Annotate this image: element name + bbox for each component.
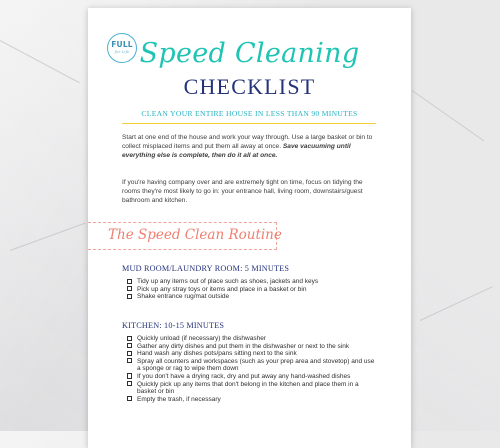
checklist-item-text: Gather any dirty dishes and put them in the dishwasher or next to the sink bbox=[137, 342, 350, 350]
checkbox[interactable] bbox=[127, 351, 132, 356]
checkbox[interactable] bbox=[127, 358, 132, 363]
checklist-item-text: Spray all counters and workspaces (such as your prep area and stovetop) and use a sponge or rag to wipe them down bbox=[137, 357, 375, 373]
intro-paragraph-1 bbox=[122, 133, 379, 161]
marble-vein bbox=[0, 40, 80, 83]
intro-emphasis: Save vacuuming until everything else is complete, then do it all at once. bbox=[122, 143, 351, 160]
section-heading-mudroom: MUD ROOM/LAUNDRY ROOM: 5 MINUTES bbox=[122, 264, 290, 273]
intro-text: Start at one end of the house and work your way through. Use a large basket or bin to collect misplaced items and put them all away at once. bbox=[122, 134, 373, 151]
checklist-item bbox=[127, 335, 377, 343]
checklist-item bbox=[127, 373, 377, 381]
script-title: Speed Cleaning bbox=[139, 38, 360, 69]
checklist-item-text: Tidy up any items out of place such as shoes, jackets and keys bbox=[137, 278, 319, 285]
checklist-item bbox=[127, 381, 377, 396]
page-title: CHECKLIST bbox=[183, 74, 316, 99]
section-heading-kitchen: KITCHEN: 10-15 MINUTES bbox=[122, 321, 225, 330]
yellow-divider bbox=[122, 123, 376, 124]
checklist-item-text: Pick up any stray toys or items and place in a basket or bin bbox=[137, 285, 307, 293]
checkbox[interactable] bbox=[127, 343, 132, 348]
checkbox[interactable] bbox=[127, 336, 132, 341]
checklist-item-text: Empty the trash, if necessary bbox=[137, 395, 221, 403]
routine-heading: The Speed Clean Routine bbox=[108, 227, 282, 243]
checklist-item-text: Shake entrance rug/mat outside bbox=[137, 293, 230, 301]
checklist-item-text: If you don't have a drying rack, dry and put away any hand-washed dishes bbox=[137, 372, 351, 380]
checklist-item bbox=[127, 343, 377, 351]
checkbox[interactable] bbox=[127, 396, 132, 401]
marble-vein bbox=[420, 286, 493, 321]
logo-tagline: for Life bbox=[114, 49, 130, 54]
checklist-sheet bbox=[88, 8, 411, 448]
marble-vein bbox=[412, 90, 485, 141]
checklist-item-text: Quickly pick up any items that don't belong in the kitchen and place them in a basket or bin bbox=[137, 380, 359, 396]
checklist-item bbox=[127, 350, 377, 358]
checklist-item-text: Quickly unload (if necessary) the dishwasher bbox=[137, 335, 266, 342]
checkbox[interactable] bbox=[127, 373, 132, 378]
checklist-item bbox=[127, 396, 377, 404]
checklist-item bbox=[127, 286, 377, 294]
intro-paragraph-2: If you're having company over and are extremely tight on time, focus on tidying the rooms they're most likely to go in: your entrance hall, living room, downstairs/guest bathroom and kitchen. bbox=[122, 179, 363, 205]
checkbox[interactable] bbox=[127, 279, 132, 284]
logo-wordmark: FULL bbox=[111, 40, 133, 49]
checklist-item-text: Hand wash any dishes pots/pans sitting next to the sink bbox=[137, 350, 297, 358]
kitchen-checklist bbox=[127, 335, 377, 403]
checkbox[interactable] bbox=[127, 381, 132, 386]
checklist-item bbox=[127, 358, 377, 373]
marble-vein bbox=[10, 223, 86, 251]
checkbox[interactable] bbox=[127, 294, 132, 299]
page-subtitle: CLEAN YOUR ENTIRE HOUSE IN LESS THAN 90 MINUTES bbox=[141, 109, 358, 118]
checklist-item bbox=[127, 293, 377, 301]
mudroom-checklist bbox=[127, 278, 377, 301]
checkbox[interactable] bbox=[127, 286, 132, 291]
checklist-item bbox=[127, 278, 377, 286]
